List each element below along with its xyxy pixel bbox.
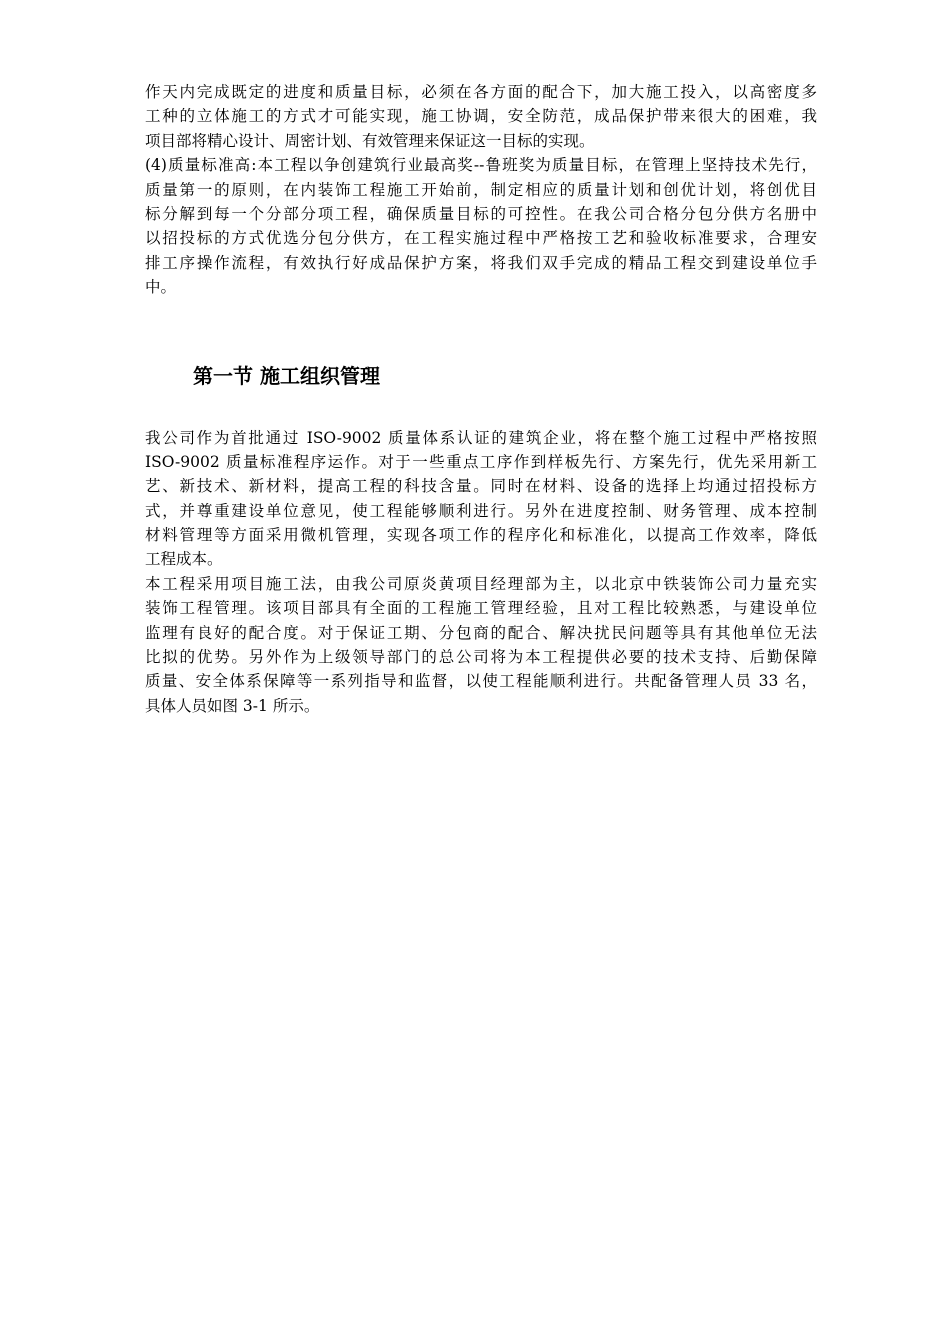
- text-line: 我公司作为首批通过 ISO-9002 质量体系认证的建筑企业，将在整个施工过程中严格按照: [145, 428, 817, 447]
- text-line: 项目部将精心设计、周密计划、有效管理来保证这一目标的实现。: [145, 131, 595, 150]
- section-heading: 第一节 施工组织管理: [193, 363, 380, 388]
- document-page: [145, 80, 817, 718]
- text-line: 排工序操作流程，有效执行好成品保护方案，将我们双手完成的精品工程交到建设单位手: [145, 253, 817, 272]
- text-line: 具体人员如图 3-1 所示。: [145, 696, 320, 715]
- text-line: 作天内完成既定的进度和质量目标，必须在各方面的配合下，加大施工投入，以高密度多: [145, 83, 817, 101]
- paragraph-iso-certification: [145, 426, 817, 572]
- spacer: [145, 300, 817, 362]
- text-line: 式，并尊重建设单位意见，使工程能够顺利进行。另外在进度控制、财务管理、成本控制: [145, 501, 817, 520]
- text-line: 艺、新技术、新材料，提高工程的科技含量。同时在材料、设备的选择上均通过招投标方: [145, 477, 817, 496]
- paragraph-quality-standard: [145, 153, 817, 299]
- text-line: 工程成本。: [145, 550, 223, 569]
- paragraph-intro: [145, 80, 817, 153]
- spacer: [145, 390, 817, 426]
- text-line: (4)质量标准高:本工程以争创建筑行业最高奖--鲁班奖为质量目标，在管理上坚持技术先行，: [145, 156, 817, 175]
- text-line: 中。: [145, 278, 177, 297]
- text-line: 装饰工程管理。该项目部具有全面的工程施工管理经验，且对工程比较熟悉，与建设单位: [145, 599, 817, 618]
- text-line: 质量、安全体系保障等一系列指导和监督，以使工程能顺利进行。共配备管理人员 33 名，: [145, 672, 817, 691]
- text-line: 质量第一的原则，在内装饰工程施工开始前，制定相应的质量计划和创优计划，将创优目: [145, 180, 817, 199]
- text-line: 以招投标的方式优选分包分供方，在工程实施过程中严格按工艺和验收标准要求，合理安: [145, 229, 817, 248]
- text-line: 比拟的优势。另外作为上级领导部门的总公司将为本工程提供必要的技术支持、后勤保障: [145, 648, 817, 667]
- text-line: ISO-9002 质量标准程序运作。对于一些重点工序作到样板先行、方案先行，优先采用新工: [145, 452, 817, 471]
- text-line: 监理有良好的配合度。对于保证工期、分包商的配合、解决扰民问题等具有其他单位无法: [145, 623, 817, 642]
- paragraph-project-management: [145, 572, 817, 718]
- text-line: 标分解到每一个分部分项工程，确保质量目标的可控性。在我公司合格分包分供方名册中: [145, 204, 817, 223]
- text-line: 本工程采用项目施工法，由我公司原炎黄项目经理部为主，以北京中铁装饰公司力量充实: [145, 574, 817, 593]
- text-line: 材料管理等方面采用微机管理，实现各项工作的程序化和标准化，以提高工作效率，降低: [145, 526, 817, 545]
- text-line: 工种的立体施工的方式才可能实现，施工协调，安全防范，成品保护带来很大的困难，我: [145, 107, 817, 126]
